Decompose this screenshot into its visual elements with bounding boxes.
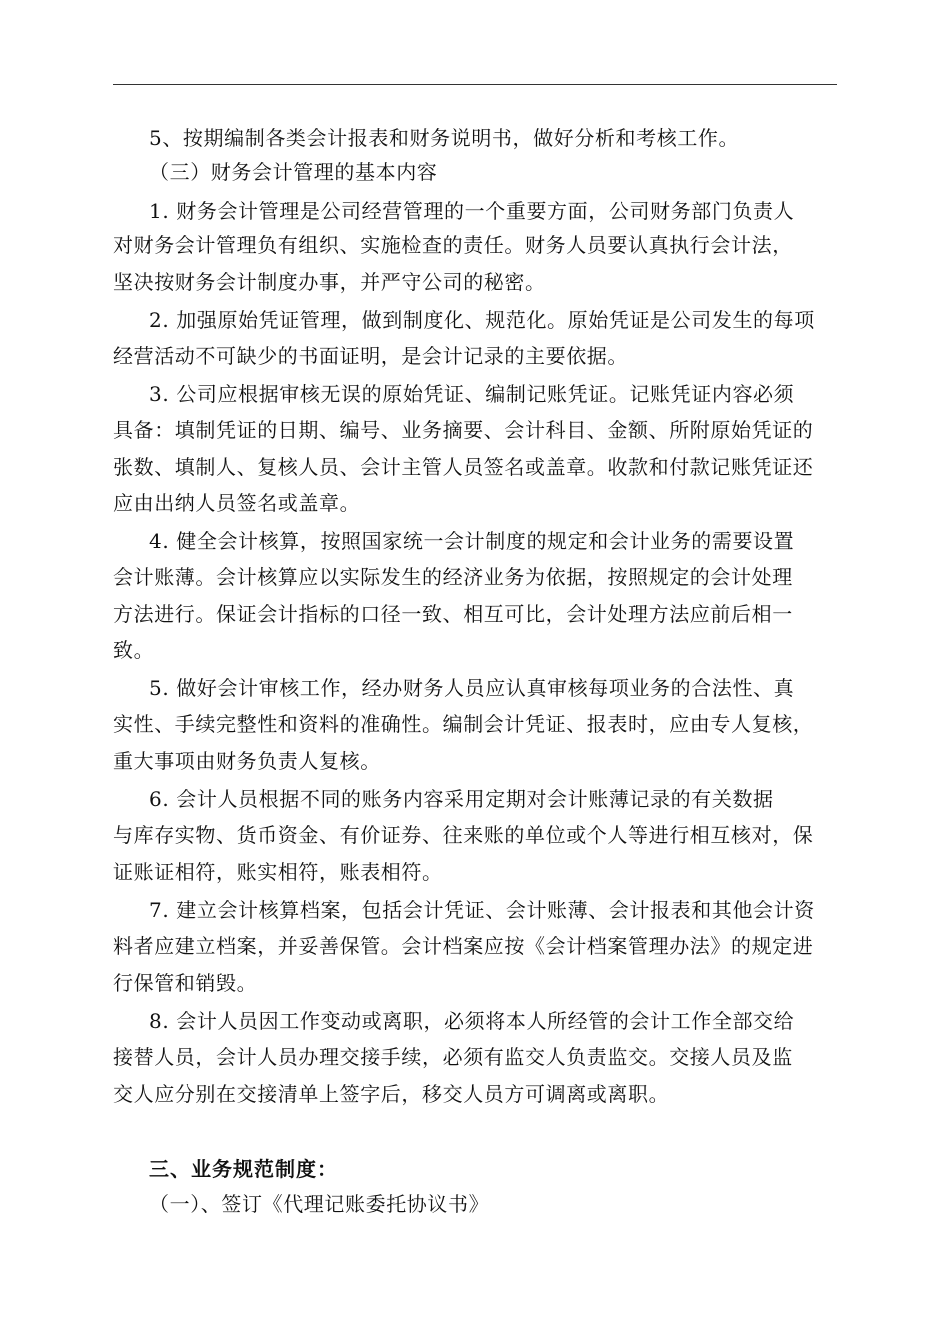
paragraph-7-line-3: 行保管和销毁。 [113, 971, 258, 995]
paragraph-2-line-2: 经营活动不可缺少的书面证明，是会计记录的主要依据。 [113, 344, 628, 368]
paragraph-5-line-1: 5. 做好会计审核工作，经办财务人员应认真审核每项业务的合法性、真 [149, 676, 795, 700]
section-subheading: （三）财务会计管理的基本内容 [149, 160, 438, 184]
paragraph-7-line-1: 7. 建立会计核算档案，包括会计凭证、会计账薄、会计报表和其他会计资 [149, 898, 815, 922]
paragraph-8-line-1: 8. 会计人员因工作变动或离职，必须将本人所经管的会计工作全部交给 [149, 1009, 795, 1033]
paragraph-6-line-3: 证账证相符，账实相符，账表相符。 [113, 860, 443, 884]
paragraph-4-line-4: 致。 [113, 638, 155, 662]
paragraph-4-line-1: 4. 健全会计核算，按照国家统一会计制度的规定和会计业务的需要设置 [149, 529, 795, 553]
paragraph-8-line-3: 交人应分别在交接清单上签字后，移交人员方可调离或离职。 [113, 1082, 670, 1106]
paragraph-1-line-2: 对财务会计管理负有组织、实施检查的责任。财务人员要认真执行会计法， [113, 233, 793, 257]
paragraph-2-line-1: 2. 加强原始凭证管理，做到制度化、规范化。原始凭证是公司发生的每项 [149, 308, 815, 332]
paragraph-1-line-3: 坚决按财务会计制度办事，并严守公司的秘密。 [113, 270, 546, 294]
paragraph-4-line-2: 会计账薄。会计核算应以实际发生的经济业务为依据，按照规定的会计处理 [113, 565, 793, 589]
paragraph-3-line-3: 张数、填制人、复核人员、会计主管人员签名或盖章。收款和付款记账凭证还 [113, 455, 814, 479]
header-rule [113, 84, 837, 85]
paragraph-6-line-2: 与库存实物、货币资金、有价证券、往来账的单位或个人等进行相互核对，保 [113, 823, 814, 847]
paragraph-8-line-2: 接替人员，会计人员办理交接手续，必须有监交人负责监交。交接人员及监 [113, 1045, 793, 1069]
paragraph-3-line-1: 3. 公司应根据审核无误的原始凭证、编制记账凭证。记账凭证内容必须 [149, 382, 795, 406]
paragraph-3-line-4: 应由出纳人员签名或盖章。 [113, 491, 361, 515]
paragraph-7-line-2: 料者应建立档案，并妥善保管。会计档案应按《会计档案管理办法》的规定进 [113, 934, 814, 958]
paragraph-5-line-3: 重大事项由财务负责人复核。 [113, 749, 381, 773]
section-heading: 三、业务规范制度： [149, 1157, 338, 1181]
subsection-heading: （一）、签订《代理记账委托协议书》 [149, 1192, 490, 1216]
paragraph-3-line-2: 具备：填制凭证的日期、编号、业务摘要、会计科目、金额、所附原始凭证的 [113, 418, 814, 442]
paragraph-1-line-1: 1. 财务会计管理是公司经营管理的一个重要方面，公司财务部门负责人 [149, 199, 795, 223]
paragraph-5-line-2: 实性、手续完整性和资料的准确性。编制会计凭证、报表时，应由专人复核， [113, 712, 814, 736]
text-line: 5、按期编制各类会计报表和财务说明书，做好分析和考核工作。 [149, 126, 740, 150]
paragraph-4-line-3: 方法进行。保证会计指标的口径一致、相互可比，会计处理方法应前后相一 [113, 602, 793, 626]
paragraph-6-line-1: 6. 会计人员根据不同的账务内容采用定期对会计账薄记录的有关数据 [149, 787, 774, 811]
